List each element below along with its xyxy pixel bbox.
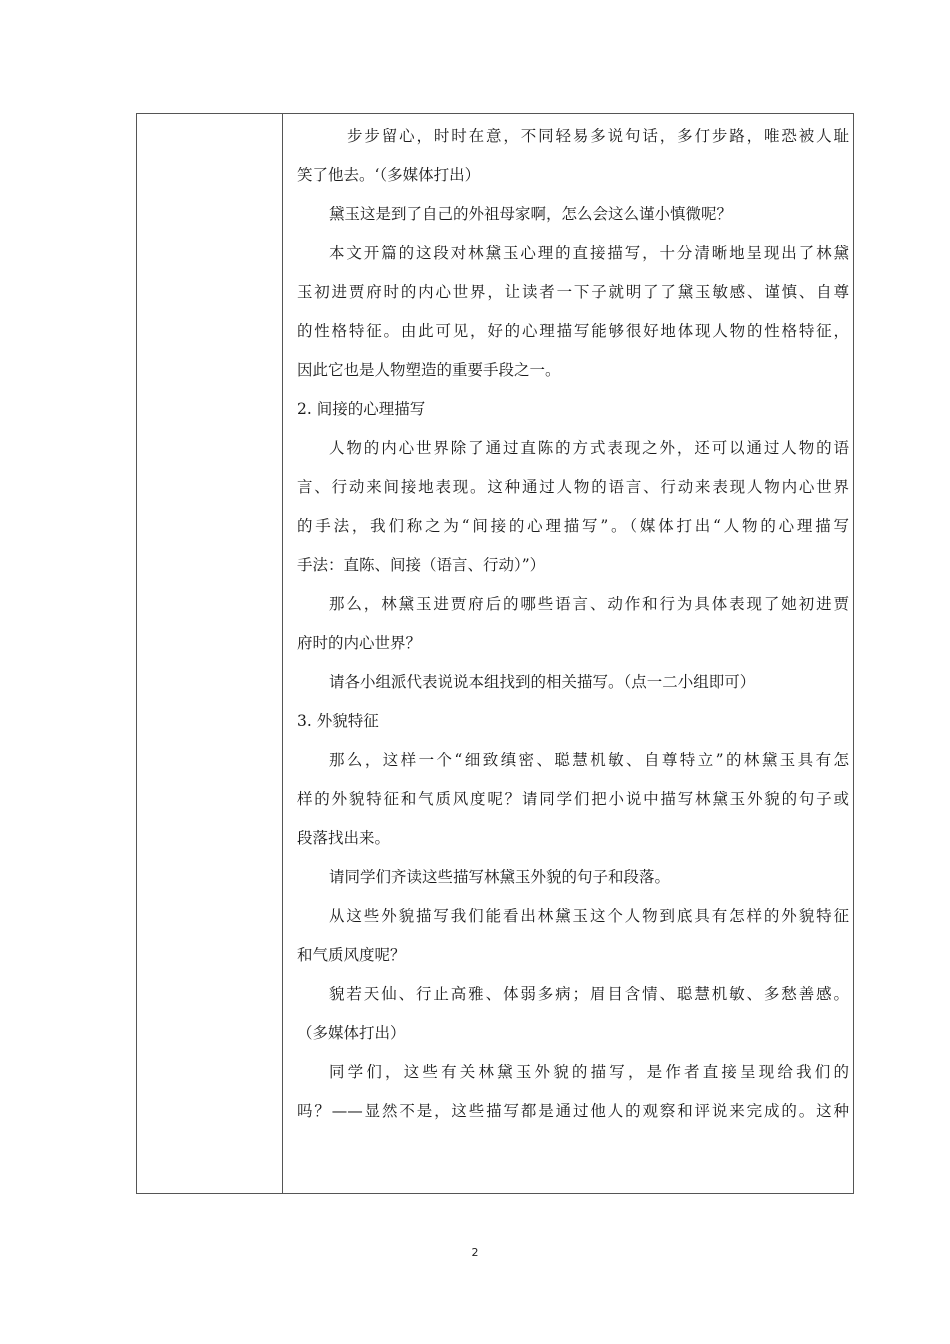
text-line: 人物的内心世界除了通过直陈的方式表现之外，还可以通过人物的语 [329,439,849,457]
paragraph [297,672,849,693]
paragraph [297,906,849,966]
text-line: 3. 外貌特征 [297,712,379,730]
text-line: 貌若天仙、行止高雅、体弱多病；眉目含情、聪慧机敏、多愁善感。 [329,985,849,1003]
paragraph [297,711,849,732]
text-line: 步步留心，时时在意，不同轻易多说句话，多仃步路，唯恐被人耻 [347,127,849,145]
text-line: 言、行动来间接地表现。这种通过人物的语言、行动来表现人物内心世界 [297,478,849,496]
paragraph [297,867,849,888]
text-line: 因此它也是人物塑造的重要手段之一。 [297,361,561,379]
text-line: 样的外貌特征和气质风度呢？请同学们把小说中描写林黛玉外貌的句子或 [297,790,849,808]
text-line: 2. 间接的心理描写 [297,400,426,418]
page-number: 2 [471,1246,479,1259]
text-line: 从这些外貌描写我们能看出林黛玉这个人物到底具有怎样的外貌特征 [329,907,849,925]
paragraph [297,243,849,381]
paragraph [297,594,849,654]
left-column-cell [137,114,283,1193]
text-line: （多媒体打出） [297,1024,406,1042]
text-line: 玉初进贾府时的内心世界，让读者一下子就明了了黛玉敏感、谨慎、自尊 [297,283,849,301]
paragraph [297,1062,849,1122]
text-line: 那么，林黛玉进贾府后的哪些语言、动作和行为具体表现了她初进贾 [329,595,849,613]
paragraph [297,399,849,420]
text-line: 手法：直陈、间接（语言、行动）”） [297,556,546,574]
paragraph [297,126,849,186]
text-line: 黛玉这是到了自己的外祖母家啊，怎么会这么谨小慎微呢？ [329,205,733,223]
text-line: 和气质风度呢？ [297,946,406,964]
text-line: 请各小组派代表说说本组找到的相关描写。（点一二小组即可） [329,673,756,691]
text-line: 请同学们齐读这些描写林黛玉外貌的句子和段落。 [329,868,671,886]
paragraph [297,438,849,576]
text-line: 那么，这样一个“细致缜密、聪慧机敏、自尊特立”的林黛玉具有怎 [329,751,849,769]
text-line: 本文开篇的这段对林黛玉心理的直接描写，十分清晰地呈现出了林黛 [329,244,849,262]
paragraph [297,750,849,849]
text-line: 段落找出来。 [297,829,391,847]
text-line: 的性格特征。由此可见，好的心理描写能够很好地体现人物的性格特征， [297,322,849,340]
paragraph [297,984,849,1044]
text-line: 笑了他去。‘（多媒体打出） [297,166,481,184]
text-line: 的手法，我们称之为“间接的心理描写”。（媒体打出“人物的心理描写 [297,517,849,535]
text-line: 同学们，这些有关林黛玉外貌的描写，是作者直接呈现给我们的 [329,1063,849,1081]
paragraph [297,204,849,225]
content-table [136,113,854,1194]
body-text-cell [283,114,853,1193]
text-line: 吗？——显然不是，这些描写都是通过他人的观察和评说来完成的。这种 [297,1102,849,1120]
text-line: 府时的内心世界？ [297,634,422,652]
